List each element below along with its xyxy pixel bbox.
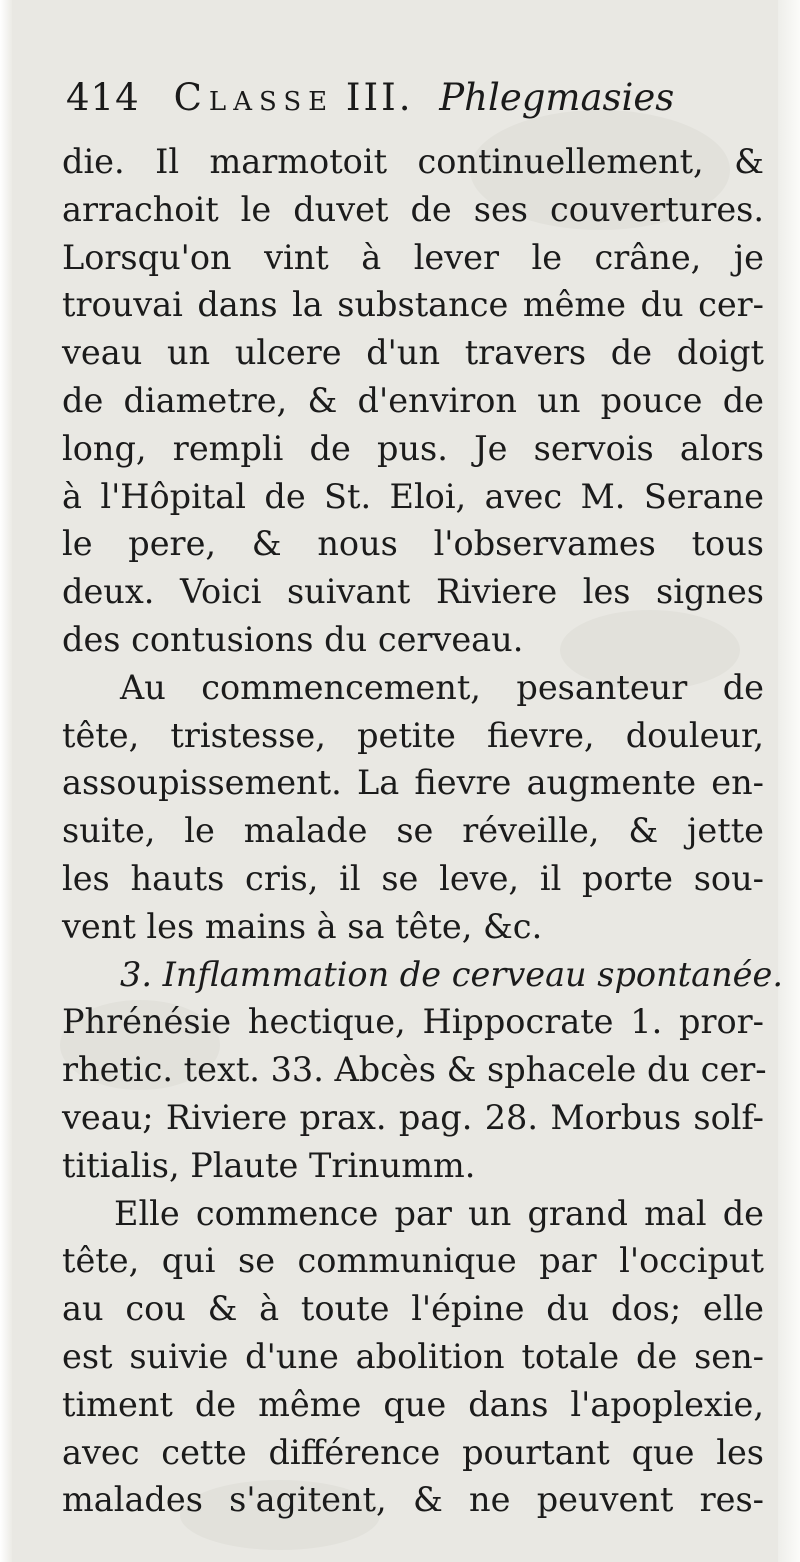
text-line: des contusions du cerveau. (62, 619, 524, 659)
text-line: vent les mains à sa tête, &c. (62, 906, 543, 946)
text-line: die. Il marmotoit continuellement, & (62, 142, 764, 181)
page-number: 414 (66, 76, 140, 119)
text-line: veau; Riviere prax. pag. 28. Morbus solf- (62, 1097, 764, 1137)
text-line: veau un ulcere d'un travers de doigt (62, 333, 764, 373)
text-line: avec cette différence pourtant que les (62, 1432, 764, 1472)
text-line: rhetic. text. 33. Abcès & sphacele du cer- (62, 1050, 767, 1090)
text-line: Phrénésie hectique, Hippocrate 1. pror- (62, 1002, 764, 1042)
text-line: suite, le malade se réveille, & jette (62, 811, 764, 851)
text-line: deux. Voici suivant Riviere les signes (62, 572, 764, 612)
text-line: à l'Hôpital de St. Eloi, avec M. Serane (62, 476, 764, 516)
text-line: de diametre, & d'environ un pouce de (62, 380, 764, 420)
text-line: titialis, Plaute Trinumm. (62, 1145, 476, 1185)
text-line: trouvai dans la substance même du cer- (62, 285, 764, 325)
text-line: assoupissement. La fievre augmente en- (62, 763, 764, 803)
text-line: tête, tristesse, petite fievre, douleur, (62, 715, 764, 755)
running-header (66, 76, 756, 136)
page-left-edge (0, 0, 12, 1562)
text-line: les hauts cris, il se leve, il porte sou- (62, 858, 764, 898)
paragraph-start-line: Au commencement, pesanteur de (120, 667, 764, 707)
page-right-edge (778, 0, 800, 1562)
text-line: au cou & à toute l'épine du dos; elle (62, 1289, 764, 1329)
text-line: est suivie d'une abolition totale de sen- (62, 1336, 764, 1376)
text-line: tête, qui se communique par l'occiput (62, 1241, 764, 1281)
text-line: timent de même que dans l'apoplexie, (62, 1384, 764, 1424)
section-heading-line: 3. Inflammation de cerveau spontanée. (120, 954, 783, 994)
text-line: malades s'agitent, & ne peuvent res- (62, 1480, 764, 1520)
paragraph-start-line: Elle commence par un grand mal de (114, 1193, 764, 1233)
text-line: long, rempli de pus. Je servois alors (62, 428, 764, 468)
header-classe-number: III. (345, 76, 414, 119)
text-line: arrachoit le duvet de ses couvertures. (62, 189, 764, 229)
header-section-title: Phlegmasies (439, 76, 675, 119)
text-line: le pere, & nous l'observames tous (62, 524, 764, 564)
text-line: Lorsqu'on vint à lever le crâne, je (62, 237, 764, 277)
body-text (62, 138, 783, 1524)
header-classe: Classe (173, 76, 335, 119)
